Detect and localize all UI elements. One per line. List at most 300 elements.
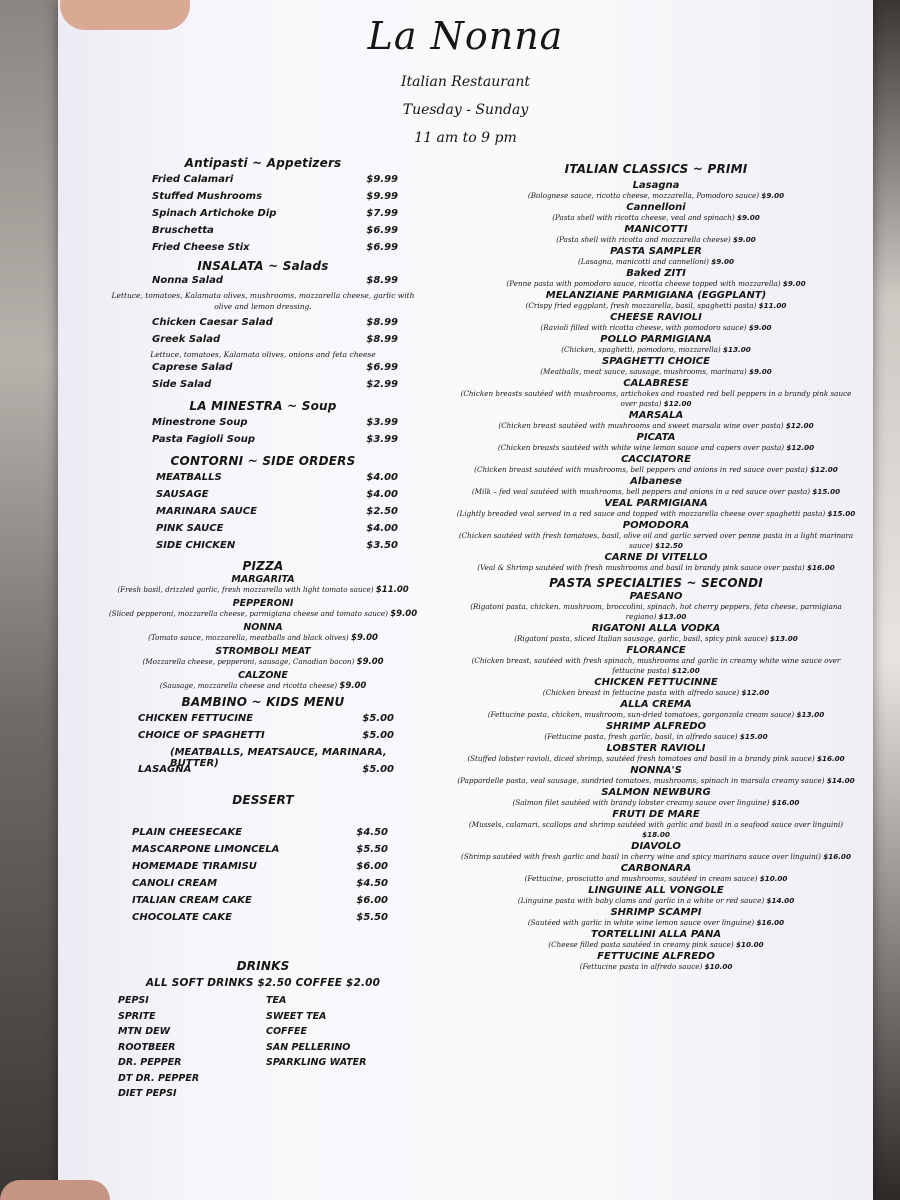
item-description-text: (Salmon filet sautéed with brandy lobster creamy sauce over linguine) (512, 798, 770, 807)
item-name: Greek Salad (152, 334, 221, 345)
item-description (456, 896, 856, 906)
item-price: $9.00 (761, 191, 785, 200)
item-price: $9.00 (356, 657, 384, 667)
item-description (98, 585, 428, 595)
item-price: $9.99 (366, 191, 398, 202)
item-description (456, 962, 856, 972)
item-price: $2.99 (366, 379, 398, 390)
item-description-text: (Crispy fried eggplant, fresh mozzarella, basil, spaghetti pasta) (525, 301, 757, 310)
item-name: Pasta Fagioli Soup (152, 434, 255, 445)
item-description (456, 191, 856, 201)
drink-item: TEA (266, 995, 287, 1006)
item-name: MARGARITA (231, 574, 295, 585)
item-name: Fried Calamari (152, 174, 234, 185)
item-name: STROMBOLI MEAT (215, 646, 311, 657)
item-price: $9.99 (366, 174, 398, 185)
course-item (456, 765, 856, 786)
item-name: MANICOTTI (624, 224, 688, 235)
item-price: $6.00 (356, 895, 388, 906)
drink-item: MTN DEW (118, 1026, 171, 1037)
salads-heading: INSALATA ~ Salads (197, 259, 329, 273)
item-price: $12.00 (810, 465, 838, 474)
item-name: SIDE CHICKEN (156, 540, 236, 551)
item-price: $9.00 (339, 681, 367, 691)
item-price: $16.00 (816, 754, 845, 763)
item-name: Chicken Caesar Salad (152, 317, 273, 328)
item-price: $14.00 (826, 776, 855, 785)
item-description-text: (Cheese filled pasta sautéed in creamy pink sauce) (548, 940, 734, 949)
item-description (456, 531, 856, 551)
course-item (456, 929, 856, 950)
course-item (456, 476, 856, 497)
item-name: PEPPERONI (232, 598, 294, 609)
item-price: $6.99 (366, 225, 398, 236)
item-price: $4.50 (356, 878, 388, 889)
item-description (456, 656, 856, 676)
item-description-text: (Chicken, spaghetti, pomodoro, mozzarella) (561, 345, 721, 354)
item-description-text: (Rigatoni pasta, sliced Italian sausage, garlic, basil, spicy pink sauce) (514, 634, 768, 643)
item-name: Nonna Salad (152, 275, 223, 286)
item-price: $9.00 (748, 323, 772, 332)
course-item (456, 645, 856, 676)
item-name: PASTA SAMPLER (610, 246, 702, 257)
item-price: $16.00 (771, 798, 800, 807)
item-price: $9.00 (749, 367, 772, 376)
course-item (456, 498, 856, 519)
item-price: $5.50 (356, 844, 388, 855)
item-name: MELANZIANE PARMIGIANA (EGGPLANT) (545, 290, 767, 301)
item-description-text: (Sautéed with garlic in white wine lemon sauce over linguine) (527, 918, 755, 927)
menu-item (132, 893, 388, 910)
item-name: RIGATONI ALLA VODKA (591, 623, 721, 634)
item-description-text: (Chicken breast, sautéed with fresh spinach, mushrooms and garlic in creamy white wine sauce over fettucine pasta) (471, 656, 841, 675)
item-name: Minestrone Soup (152, 417, 248, 428)
item-price: $9.00 (737, 213, 760, 222)
item-description-text: (Sausage, mozzarella cheese and ricotta cheese) (159, 681, 338, 690)
item-description (456, 487, 856, 497)
course-item (456, 410, 856, 431)
open-days: Tuesday - Sunday (402, 102, 529, 118)
item-price: $11.00 (758, 301, 787, 310)
item-price: $12.00 (663, 399, 692, 408)
menu-item (152, 432, 398, 449)
item-description-text: (Penne pasta with pomodoro sauce, ricotta cheese topped with mozzarella) (506, 279, 781, 288)
menu-item (152, 273, 398, 290)
item-name: PLAIN CHEESECAKE (132, 827, 243, 838)
item-description-text: (Tomato sauce, mozzarella, meatballs and black olives) (148, 633, 349, 642)
item-description (456, 852, 856, 862)
drink-item: DT DR. PEPPER (118, 1072, 200, 1084)
drink-item: PEPSI (118, 995, 149, 1006)
item-price: $8.99 (366, 275, 398, 286)
menu-item (156, 504, 398, 521)
item-name: POMODORA (622, 520, 690, 531)
item-description (456, 634, 856, 644)
specialties-heading: PASTA SPECIALTIES ~ SECONDI (549, 576, 763, 590)
pizza-item (98, 574, 428, 595)
menu-item (152, 223, 398, 240)
item-price: $12.00 (785, 421, 814, 430)
course-item (456, 809, 856, 840)
pizza-item (98, 622, 428, 643)
classics-heading: ITALIAN CLASSICS ~ PRIMI (564, 162, 748, 176)
dessert-heading: DESSERT (232, 793, 294, 807)
course-item (456, 787, 856, 808)
item-description (456, 235, 856, 245)
item-name: LINGUINE ALL VONGOLE (588, 885, 724, 896)
course-item (456, 334, 856, 355)
drink-item: SPARKLING WATER (266, 1057, 367, 1068)
course-item (456, 356, 856, 377)
course-item (456, 743, 856, 764)
item-description (456, 776, 856, 786)
classics-list (456, 180, 856, 573)
sides-heading: CONTORNI ~ SIDE ORDERS (170, 454, 356, 468)
item-description (456, 940, 856, 950)
item-description (456, 820, 856, 840)
menu-item (152, 360, 398, 377)
item-price: $5.00 (362, 730, 394, 741)
appetizers-heading: Antipasti ~ Appetizers (184, 156, 342, 170)
item-name: VEAL PARMIGIANA (604, 498, 708, 509)
pizza-item (98, 670, 428, 691)
item-description (456, 710, 856, 720)
item-price: $12.00 (741, 688, 770, 697)
background-wall-left (0, 0, 60, 1200)
item-name: CHICKEN FETTUCINE (138, 713, 254, 724)
item-price: $4.00 (366, 523, 398, 534)
item-name: Cannelloni (626, 202, 686, 213)
item-price: $9.00 (390, 609, 418, 619)
item-price: $11.00 (375, 585, 409, 595)
item-price: $6.99 (366, 242, 398, 253)
item-name: CHOICE OF SPAGHETTI (138, 730, 265, 741)
item-price: $13.00 (796, 710, 825, 719)
item-description-text: (Pappardelle pasta, veal sausage, sundried tomatoes, mushrooms, spinach in marsala creamy sauce) (457, 776, 825, 785)
pizza-list (98, 574, 428, 691)
course-item (456, 907, 856, 928)
item-name: Side Salad (152, 379, 212, 390)
item-description (456, 389, 856, 409)
item-name: MEATBALLS (156, 472, 222, 483)
item-name: CALABRESE (623, 378, 689, 389)
item-description-text: (Pasta shell with ricotta and mozzarella cheese) (556, 235, 731, 244)
item-price: $7.99 (366, 208, 398, 219)
item-description (456, 465, 856, 475)
item-description (456, 213, 856, 223)
item-description-text: (Lasagna, manicotti and cannelloni) (578, 257, 709, 266)
pizza-heading: PIZZA (242, 559, 284, 573)
item-description-text: (Chicken breast sautéed with mushrooms, bell peppers and onions in red sauce over pasta) (474, 465, 808, 474)
item-description (456, 257, 856, 267)
item-price: $10.00 (759, 874, 788, 883)
item-price: $10.00 (704, 962, 733, 971)
item-name: ITALIAN CREAM CAKE (132, 895, 252, 906)
item-description-text: (Rigatoni pasta, chicken, mushroom, broccolini, spinach, hot cherry peppers, feta cheese, parmigiana regiano) (470, 602, 842, 621)
item-description-text: (Milk – fed veal sautéed with mushrooms, bell peppers and onions in a red sauce over pasta) (471, 487, 811, 496)
menu-item (132, 859, 388, 876)
item-price: $9.00 (782, 279, 806, 288)
course-item (456, 677, 856, 698)
item-name: PINK SAUCE (156, 523, 224, 534)
course-item (456, 951, 856, 972)
drinks-heading: DRINKS (236, 959, 290, 973)
course-item (456, 224, 856, 245)
course-item (456, 552, 856, 573)
item-name: CHOCOLATE CAKE (132, 912, 232, 923)
item-name: Baked ZITI (626, 268, 686, 279)
restaurant-name: La Nonna (367, 14, 564, 58)
sides-list (98, 468, 428, 555)
item-name: DIAVOLO (631, 841, 681, 852)
item-name: FRUTI DE MARE (612, 809, 700, 820)
item-description (98, 609, 428, 619)
item-description-text: (Stuffed lobster ravioli, diced shrimp, sautéed fresh tomatoes and basil in a brandy pink sauce) (467, 754, 815, 763)
item-name: SPAGHETTI CHOICE (602, 356, 710, 367)
menu-item (132, 842, 388, 859)
item-price: $5.00 (362, 713, 394, 724)
item-description-text: (Linguine pasta with baby clams and garlic in a white or red sauce) (517, 896, 765, 905)
item-price: $5.00 (362, 764, 394, 775)
item-description: Lettuce, tomatoes, Kalamata olives, onions and feta cheese (150, 350, 376, 359)
item-description-text: (Fettucine pasta in alfredo sauce) (579, 962, 703, 971)
item-description (456, 688, 856, 698)
item-description-text: (Ravioli filled with ricotta cheese, with pomodoro sauce) (540, 323, 747, 332)
appetizers-list (98, 170, 428, 257)
item-name: LOBSTER RAVIOLI (606, 743, 706, 754)
item-name: Bruschetta (152, 225, 214, 236)
right-column (456, 162, 856, 973)
item-price: $15.00 (812, 487, 841, 496)
item-name: FLORANCE (626, 645, 686, 656)
item-description-text: (Chicken breast in fettucine pasta with alfredo sauce) (542, 688, 740, 697)
menu-item (132, 876, 388, 893)
item-name: TORTELLINI ALLA PANA (590, 929, 722, 940)
menu-item (156, 470, 398, 487)
item-price: $4.00 (366, 489, 398, 500)
course-item (456, 454, 856, 475)
item-description-text: (Chicken breasts sautéed with mushrooms, artichokes and roasted red bell peppers in a brandy pink sauce over pasta) (460, 389, 852, 408)
menu-sheet (58, 0, 873, 1200)
menu-item (138, 762, 394, 779)
item-description (98, 633, 428, 643)
item-description (98, 681, 428, 691)
item-price: $13.00 (658, 612, 687, 621)
item-description-text: (Mussels, calamari, scallops and shrimp sautéed with garlic and basil in a seafood sauce over linguini) (468, 820, 844, 829)
drink-item: SWEET TEA (266, 1010, 327, 1022)
item-price: $15.00 (827, 509, 856, 518)
drink-item: ROOTBEER (118, 1041, 176, 1053)
drink-item: DR. PEPPER (118, 1057, 182, 1068)
item-description-text: (Fettucine pasta, chicken, mushroom, sun-dried tomatoes, gorgonzola cream sauce) (487, 710, 795, 719)
item-name: LASAGNA (138, 764, 192, 775)
item-description-text: (Chicken sautéed with fresh tomatoes, basil, olive oil and garlic served over penne pasta in a light marinara sauce) (458, 531, 854, 550)
item-price: $3.99 (366, 434, 398, 445)
item-name: Caprese Salad (152, 362, 233, 373)
item-price: $3.50 (366, 540, 398, 551)
item-price: $13.00 (770, 634, 798, 643)
item-description-text: (Lightly breaded veal served in a red sauce and topped with mozzarella cheese over spaghetti pasta) (456, 509, 826, 518)
item-name: POLLO PARMIGIANA (600, 334, 712, 345)
item-name: SAUSAGE (156, 489, 209, 500)
menu-item (152, 377, 398, 394)
item-description (456, 918, 856, 928)
course-item (456, 432, 856, 453)
item-description-text: (Pasta shell with ricotta cheese, veal and spinach) (552, 213, 735, 222)
item-description (456, 323, 856, 333)
item-name: NONNA'S (630, 765, 682, 776)
item-description-text: (Veal & Shrimp sautéed with fresh mushrooms and basil in brandy pink sauce over pasta) (477, 563, 805, 572)
drink-item: SAN PELLERINO (266, 1041, 351, 1053)
course-item (456, 246, 856, 267)
item-price: $16.00 (807, 563, 835, 572)
item-description-text: (Bolognese sauce, ricotta cheese, mozzarella, Pomodoro sauce) (527, 191, 760, 200)
item-name: SHRIMP SCAMPI (610, 907, 702, 918)
item-price: $4.50 (356, 827, 388, 838)
item-price: $6.99 (366, 362, 398, 373)
item-name: SHRIMP ALFREDO (605, 721, 707, 732)
item-description-text: (Chicken breast sautéed with mushrooms and sweet marsala wine over pasta) (498, 421, 784, 430)
item-name: CANOLI CREAM (132, 878, 218, 889)
item-description-text: (Sliced pepperoni, mozzarella cheese, parmigiana cheese and tomato sauce) (108, 609, 388, 618)
item-name: MASCARPONE LIMONCELA (132, 844, 280, 855)
item-description-text: (Chicken breasts sautéed with white wine lemon sauce and capers over pasta) (497, 443, 785, 452)
item-price: $16.00 (756, 918, 785, 927)
item-name: HOMEMADE TIRAMISU (132, 861, 257, 872)
item-description (98, 657, 428, 667)
item-description (456, 798, 856, 808)
item-name: PICATA (636, 432, 676, 443)
item-description (456, 754, 856, 764)
hand-holding-bottom (0, 1180, 110, 1200)
item-description (456, 563, 856, 573)
item-options: (MEATBALLS, MEATSAUCE, MARINARA, BUTTER) (170, 747, 387, 769)
item-price: $5.50 (356, 912, 388, 923)
item-name: MARSALA (628, 410, 684, 421)
item-price: $18.00 (642, 830, 670, 839)
item-price: $15.00 (739, 732, 768, 741)
menu-item (132, 825, 388, 842)
item-price: $9.00 (733, 235, 756, 244)
item-price: $12.50 (655, 541, 683, 550)
course-item (456, 841, 856, 862)
item-price: $4.00 (366, 472, 398, 483)
item-description (456, 367, 856, 377)
item-name: CALZONE (238, 670, 288, 681)
item-name: Stuffed Mushrooms (152, 191, 263, 202)
item-description-text: (Shrimp sautéed with fresh garlic and basil in cherry wine and spicy marinara sauce over linguini) (461, 852, 821, 861)
item-name: FETTUCINE ALFREDO (597, 951, 715, 962)
course-item (456, 699, 856, 720)
item-price: $12.00 (786, 443, 815, 452)
item-description (456, 602, 856, 622)
pizza-item (98, 598, 428, 619)
item-description (456, 279, 856, 289)
menu-item (152, 415, 398, 432)
course-item (456, 268, 856, 289)
course-item (456, 378, 856, 409)
item-name: CHEESE RAVIOLI (610, 312, 702, 323)
item-description-text: (Fettucine, prosciutto and mushrooms, sautéed in cream sauce) (524, 874, 758, 883)
item-price: $6.00 (356, 861, 388, 872)
item-name: Spinach Artichoke Dip (152, 208, 277, 219)
left-column (98, 156, 428, 1125)
item-name: SALMON NEWBURG (601, 787, 711, 798)
course-item (456, 885, 856, 906)
item-name: Fried Cheese Stix (152, 242, 250, 253)
menu-item (156, 487, 398, 504)
menu-item (132, 910, 388, 927)
item-name: CHICKEN FETTUCINNE (594, 677, 718, 688)
item-price: $16.00 (823, 852, 851, 861)
soup-heading: LA MINESTRA ~ Soup (189, 399, 337, 413)
item-description-text: (Mozzarella cheese, pepperoni, sausage, Canadian bacon) (142, 657, 355, 666)
item-description-text: (Meatballs, meat sauce, sausage, mushrooms, marinara) (540, 367, 747, 376)
drinks-grid (98, 995, 428, 1125)
item-price: $14.00 (766, 896, 795, 905)
item-name: CARBONARA (620, 863, 692, 874)
item-price: $3.99 (366, 417, 398, 428)
item-price: $9.00 (711, 257, 734, 266)
course-item (456, 180, 856, 201)
item-description (456, 443, 856, 453)
drink-item: DIET PEPSI (118, 1088, 177, 1099)
item-name: ALLA CREMA (620, 699, 692, 710)
item-name: PAESANO (629, 591, 683, 602)
drink-item: SPRITE (118, 1010, 156, 1022)
menu-item (152, 315, 398, 332)
hand-holding-top (60, 0, 190, 30)
item-price: $8.99 (366, 317, 398, 328)
menu-item-options (138, 745, 394, 769)
course-item (456, 623, 856, 644)
drink-item: COFFEE (266, 1026, 308, 1037)
item-description (456, 421, 856, 431)
menu-item (138, 728, 394, 745)
course-item (456, 290, 856, 311)
soup-list (98, 413, 428, 449)
menu-item (152, 206, 398, 223)
course-item (456, 202, 856, 223)
item-name: Lasagna (632, 180, 680, 191)
menu-item (156, 521, 398, 538)
open-hours: 11 am to 9 pm (414, 130, 517, 146)
menu-item (152, 172, 398, 189)
item-name: NONNA (243, 622, 283, 633)
item-name: CACCIATORE (621, 454, 691, 465)
item-name: CARNE DI VITELLO (604, 552, 708, 563)
specialties-list (456, 591, 856, 972)
item-description-text: (Fettucine pasta, fresh garlic, basil, in alfredo sauce) (544, 732, 738, 741)
item-price: $12.00 (671, 666, 700, 675)
course-item (456, 863, 856, 884)
item-name: MARINARA SAUCE (156, 506, 257, 517)
item-description (456, 732, 856, 742)
menu-item (152, 240, 398, 257)
menu-item (156, 538, 398, 555)
menu-item (152, 189, 398, 206)
dessert-list (98, 807, 428, 927)
menu-item (152, 332, 398, 349)
course-item (456, 312, 856, 333)
item-description (456, 301, 856, 311)
course-item (456, 520, 856, 551)
item-price: $10.00 (735, 940, 764, 949)
menu-item (138, 711, 394, 728)
item-description: Lettuce, tomatoes, Kalamata olives, mushrooms, mozzarella cheese, garlic with olive and lemon dressing. (111, 291, 415, 311)
drinks-price-note: ALL SOFT DRINKS $2.50 COFFEE $2.00 (145, 977, 381, 989)
pizza-item (98, 646, 428, 667)
